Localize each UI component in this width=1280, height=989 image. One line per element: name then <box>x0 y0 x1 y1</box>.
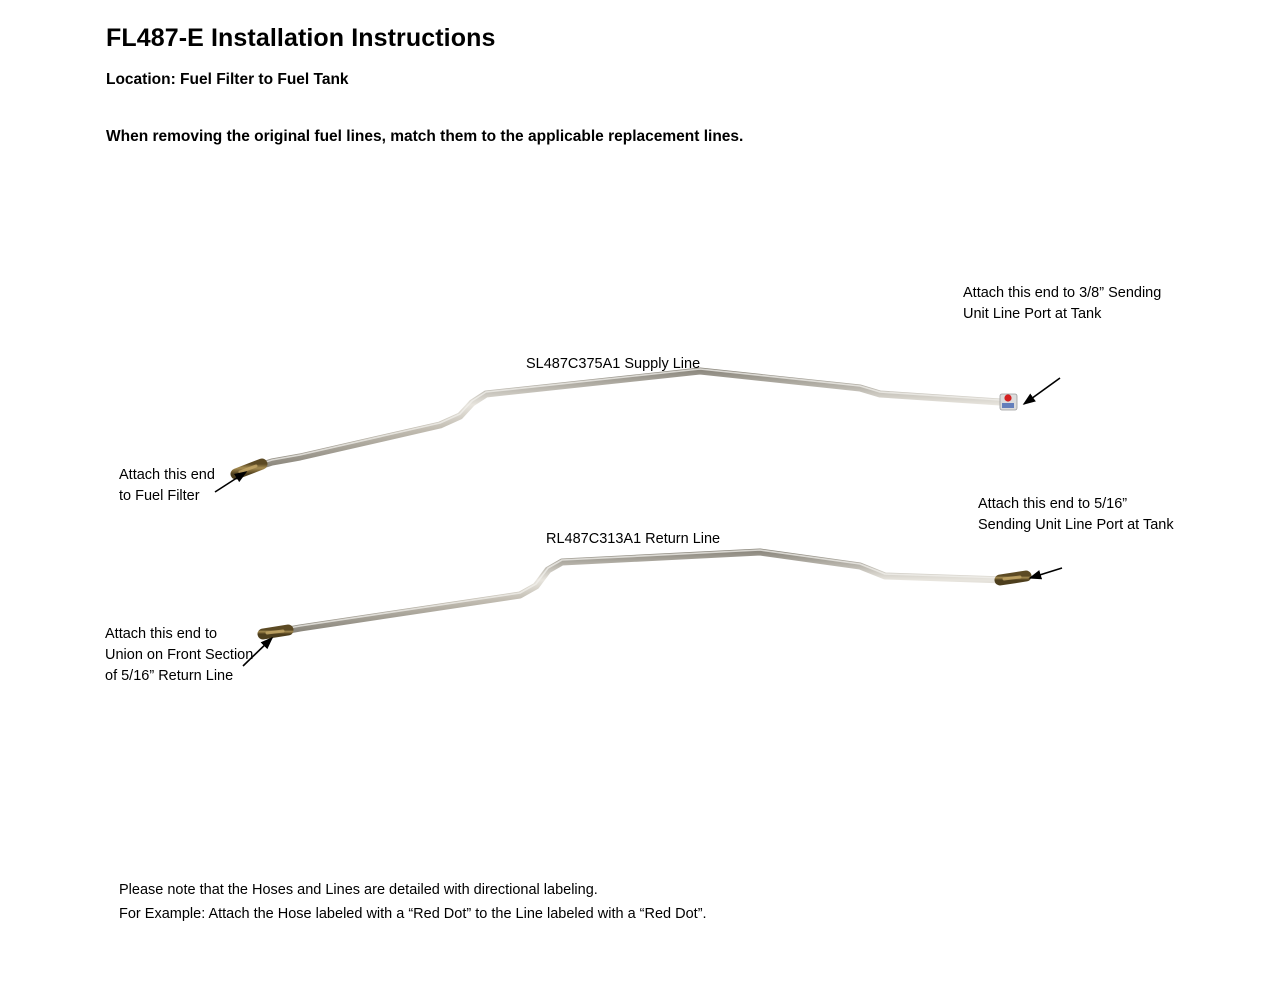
supply-left-fitting <box>236 464 262 474</box>
instruction-text: When removing the original fuel lines, match them to the applicable replacement lines. <box>106 128 744 145</box>
arrow-supply-tank <box>1024 378 1060 404</box>
location-subtitle: Location: Fuel Filter to Fuel Tank <box>106 71 349 88</box>
callout-return-union: Attach this end to Union on Front Section of 5/16” Return Line <box>105 626 254 684</box>
callout-supply-tank: Attach this end to 3/8” Sending Unit Line Port at Tank <box>963 285 1162 322</box>
callout-return-tank: Attach this end to 5/16” Sending Unit Line Port at Tank <box>978 496 1174 533</box>
footer-line-1: Please note that the Hoses and Lines are detailed with directional labeling. <box>119 882 598 898</box>
arrow-return-tank <box>1030 568 1062 578</box>
return-left-fitting <box>263 630 288 634</box>
page-title: FL487-E Installation Instructions <box>106 24 496 52</box>
return-line-part-label: RL487C313A1 Return Line <box>546 531 721 547</box>
red-dot-marker <box>1004 394 1011 401</box>
footer-note <box>119 878 707 926</box>
supply-line-graphic <box>236 369 1022 474</box>
return-line-graphic <box>263 550 1026 634</box>
callout-supply-filter: Attach this end to Fuel Filter <box>119 467 215 504</box>
supply-line-part-label: SL487C375A1 Supply Line <box>526 356 701 372</box>
callout-arrows <box>215 378 1062 666</box>
footer-line-2: For Example: Attach the Hose labeled with a “Red Dot” to the Line labeled with a “Red Dot”. <box>119 906 707 922</box>
supply-right-fitting <box>995 394 1022 410</box>
return-right-fitting <box>1000 576 1026 580</box>
